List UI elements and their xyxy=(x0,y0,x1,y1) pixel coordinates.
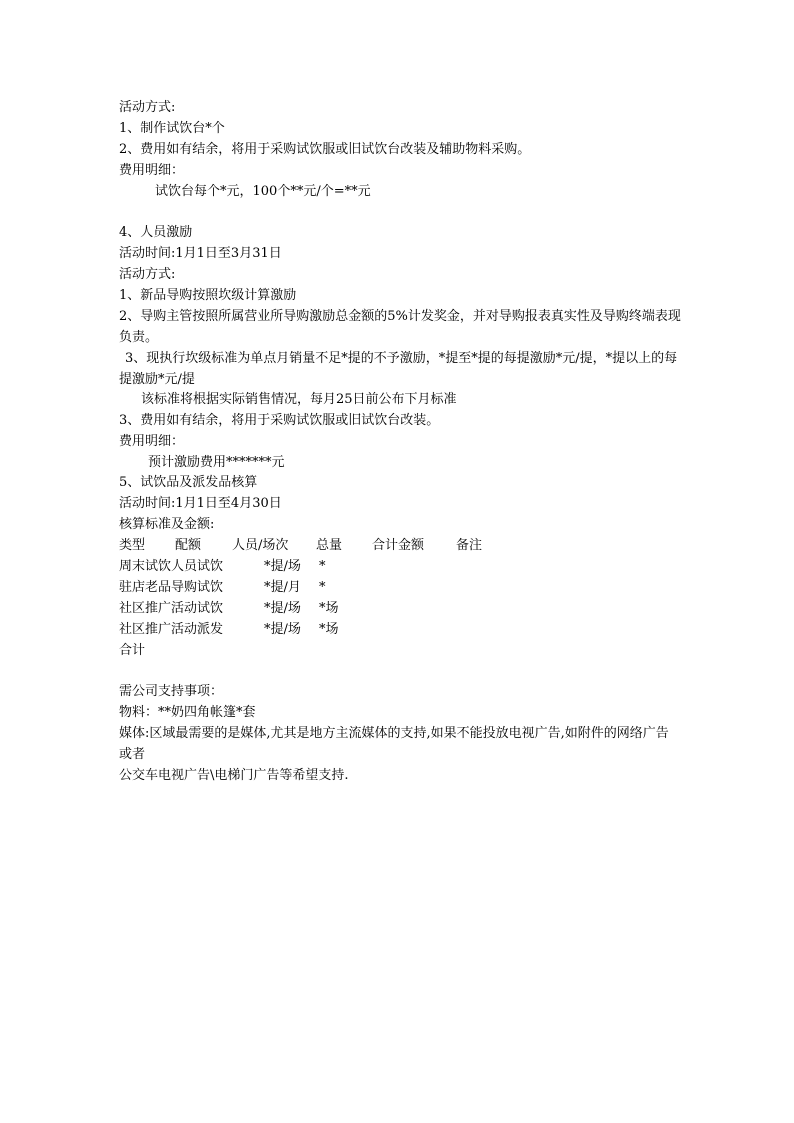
section4-item-2: 2、导购主管按照所属营业所导购激励总金额的5%计发奖金，并对导购报表真实性及导购终端表现负责。 xyxy=(119,309,681,345)
table-row-type: 社区推广活动派发 xyxy=(119,622,224,637)
section4-item-3: 3、现执行坎级标准为单点月销量不足*提的不予激励，*提至*提的每提激励*元/提，*提以上的每提激励*元/提 xyxy=(119,351,678,387)
support-title: 需公司支持事项： xyxy=(119,684,224,699)
table-sum-label: 合计 xyxy=(119,643,146,658)
table-row-total: * xyxy=(319,559,326,574)
section4-item-4: 3、费用如有结余，将用于采购试饮服或旧试饮台改装。 xyxy=(119,413,440,428)
table-row-type: 社区推广活动试饮 xyxy=(119,601,224,616)
prev-cost-detail: 试饮台每个*元，100个**元/个=**元 xyxy=(155,184,371,199)
table-row-total: *场 xyxy=(319,601,339,616)
table-row-total: * xyxy=(319,580,326,595)
support-media-cont: 公交车电视广告\电梯门广告等希望支持. xyxy=(119,768,349,783)
section4-title: 4、人员激励 xyxy=(119,225,193,240)
section4-item-1: 1、新品导购按照坎级计算激励 xyxy=(119,288,297,303)
table-row-quota: *提/月 xyxy=(264,580,301,595)
table-header-quota: 配额 xyxy=(175,538,202,553)
section4-time: 活动时间:1月1日至3月31日 xyxy=(119,246,282,261)
section5-title: 5、试饮品及派发品核算 xyxy=(119,475,258,490)
table-row-quota: *提/场 xyxy=(264,601,301,616)
table-header-amount: 合计金额 xyxy=(372,538,425,553)
section4-cost-detail: 预计激励费用*******元 xyxy=(148,455,285,470)
table-row-type: 周末试饮人员试饮 xyxy=(119,559,224,574)
activity-method-label: 活动方式: xyxy=(119,100,176,115)
table-header-type: 类型 xyxy=(119,538,146,553)
table-header-total: 总量 xyxy=(316,538,343,553)
support-materials: 物料：**奶四角帐篷*套 xyxy=(119,705,256,720)
table-row-quota: *提/场 xyxy=(264,559,301,574)
table-row-quota: *提/场 xyxy=(264,622,301,637)
table-row-type: 驻店老品导购试饮 xyxy=(119,580,224,595)
table-header-staff: 人员/场次 xyxy=(232,538,289,553)
section4-item-3-note: 该标准将根据实际销售情况，每月25日前公布下月标准 xyxy=(141,392,457,407)
section4-cost-label: 费用明细： xyxy=(119,434,185,449)
support-media: 媒体:区域最需要的是媒体,尤其是地方主流媒体的支持,如果不能投放电视广告,如附件的网络广告或者 xyxy=(119,726,669,762)
table-row-total: *场 xyxy=(319,622,339,637)
section4-method-label: 活动方式: xyxy=(119,267,176,282)
prev-item-2: 2、费用如有结余，将用于采购试饮服或旧试饮台改装及辅助物料采购。 xyxy=(119,142,531,157)
table-header-remark: 备注 xyxy=(456,538,483,553)
prev-cost-label: 费用明细： xyxy=(119,163,185,178)
section5-time: 活动时间:1月1日至4月30日 xyxy=(119,496,282,511)
prev-item-1: 1、制作试饮台*个 xyxy=(119,121,225,136)
section5-standard-label: 核算标准及金额: xyxy=(119,517,215,532)
